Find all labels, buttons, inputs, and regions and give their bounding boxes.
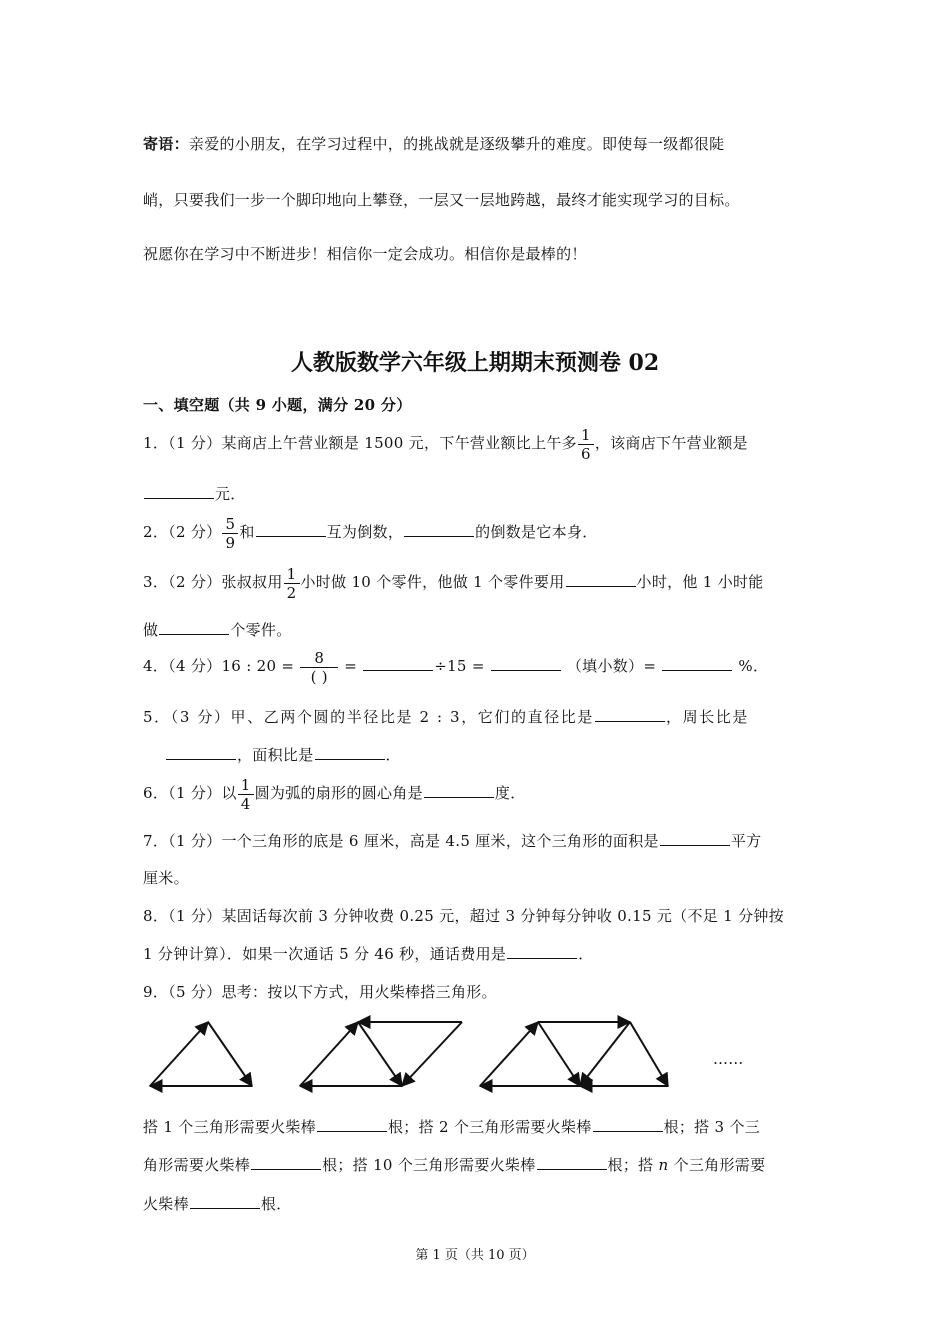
- answer-blank[interactable]: [566, 572, 636, 587]
- question-1-cont: 元．: [143, 483, 246, 504]
- answer-blank[interactable]: [593, 1117, 663, 1132]
- intro-line-3: 祝愿你在学习中不断进步！相信你一定会成功。相信你是最棒的！: [143, 245, 587, 263]
- question-7-cont: 厘米。: [143, 869, 189, 887]
- fraction-1-4: $\frac{1}{4}$: [238, 776, 254, 813]
- question-3-cont: 做 个零件。: [143, 621, 292, 639]
- matchstick-triangles-figure: [140, 1010, 780, 1100]
- question-8-cont: 1 分钟计算）．如果一次通话 5 分 46 秒，通话费用是 ．: [143, 945, 594, 963]
- answer-blank[interactable]: [662, 656, 732, 671]
- page-footer: 第 1 页（共 10 页）: [415, 1248, 535, 1263]
- question-9-line-1: 搭 1 个三角形需要火柴棒 根；搭 2 个三角形需要火柴棒 根；搭 3 个三: [143, 1118, 761, 1136]
- answer-blank[interactable]: [404, 522, 474, 537]
- question-5-cont: ，面积比是 ．: [165, 744, 401, 765]
- answer-blank[interactable]: [507, 944, 577, 959]
- question-1: 1．（1 分）某商店上午营业额是 1500 元，下午营业额比上午多 $\frac{1}{6}$ ，该商店下午营业额是: [143, 425, 748, 463]
- answer-blank[interactable]: [660, 831, 730, 846]
- answer-blank[interactable]: [595, 707, 665, 722]
- fraction-8-blank: $\frac{8}{( )}$: [300, 649, 338, 686]
- question-5: 5．（3 分）甲、乙两个圆的半径比是 2 : 3，它们的直径比是 ，周长比是: [143, 708, 750, 726]
- answer-blank[interactable]: [251, 1155, 321, 1170]
- answer-blank[interactable]: [190, 1194, 260, 1209]
- ellipsis: ……: [713, 1050, 744, 1068]
- intro-line-2: 峭，只要我们一步一个脚印地向上攀登，一层又一层地跨越，最终才能实现学习的目标。: [143, 191, 740, 209]
- fraction-1-2: $\frac{1}{2}$: [284, 565, 300, 602]
- question-9-line-3: 火柴棒 根．: [143, 1195, 292, 1213]
- question-6: 6．（1 分）以 $\frac{1}{4}$ 圆为弧的扇形的圆心角是 度．: [143, 775, 526, 813]
- intro-line-1: 寄语：亲爱的小朋友，在学习过程中，的挑战就是逐级攀升的难度。即使每一级都很陡: [143, 135, 725, 153]
- answer-blank[interactable]: [256, 522, 326, 537]
- fraction-5-9: $\frac{5}{9}$: [222, 515, 238, 552]
- answer-blank[interactable]: [363, 656, 433, 671]
- intro-label: 寄语：: [143, 135, 189, 153]
- figure-two-triangles: [300, 1022, 462, 1086]
- section-heading: 一、填空题（共 9 小题，满分 20 分）: [143, 396, 412, 414]
- question-4: 4．（4 分）16 : 20 = $\frac{8}{( )}$ = ÷15 = （填小数）= %．: [143, 648, 769, 686]
- answer-blank[interactable]: [424, 783, 494, 798]
- figure-one-triangle: [150, 1022, 252, 1086]
- page-title: 人教版数学六年级上期期末预测卷 02: [290, 350, 660, 376]
- figure-three-triangles: [480, 1022, 668, 1086]
- answer-blank[interactable]: [159, 620, 229, 635]
- question-7: 7．（1 分）一个三角形的底是 6 厘米，高是 4.5 厘米，这个三角形的面积是 平方: [143, 832, 762, 850]
- question-9-line-2: 角形需要火柴棒 根；搭 10 个三角形需要火柴棒 根；搭 n 个三角形需要: [143, 1156, 766, 1174]
- question-3: 3．（2 分）张叔叔用 $\frac{1}{2}$ 小时做 10 个零件，他做 1 个零件要用 小时，他 1 小时能: [143, 564, 764, 602]
- answer-blank[interactable]: [537, 1155, 607, 1170]
- answer-blank[interactable]: [166, 745, 236, 760]
- answer-blank[interactable]: [144, 484, 214, 499]
- answer-blank[interactable]: [315, 745, 385, 760]
- answer-blank[interactable]: [317, 1117, 387, 1132]
- question-8: 8．（1 分）某固话每次前 3 分钟收费 0.25 元，超过 3 分钟每分钟收 0.15 元（不足 1 分钟按: [143, 907, 784, 925]
- fraction-1-6: $\frac{1}{6}$: [578, 426, 594, 463]
- question-2: 2．（2 分） $\frac{5}{9}$ 和 互为倒数， 的倒数是它本身．: [143, 514, 598, 552]
- answer-blank[interactable]: [491, 656, 561, 671]
- question-9: 9．（5 分）思考：按以下方式，用火柴棒搭三角形。: [143, 983, 497, 1001]
